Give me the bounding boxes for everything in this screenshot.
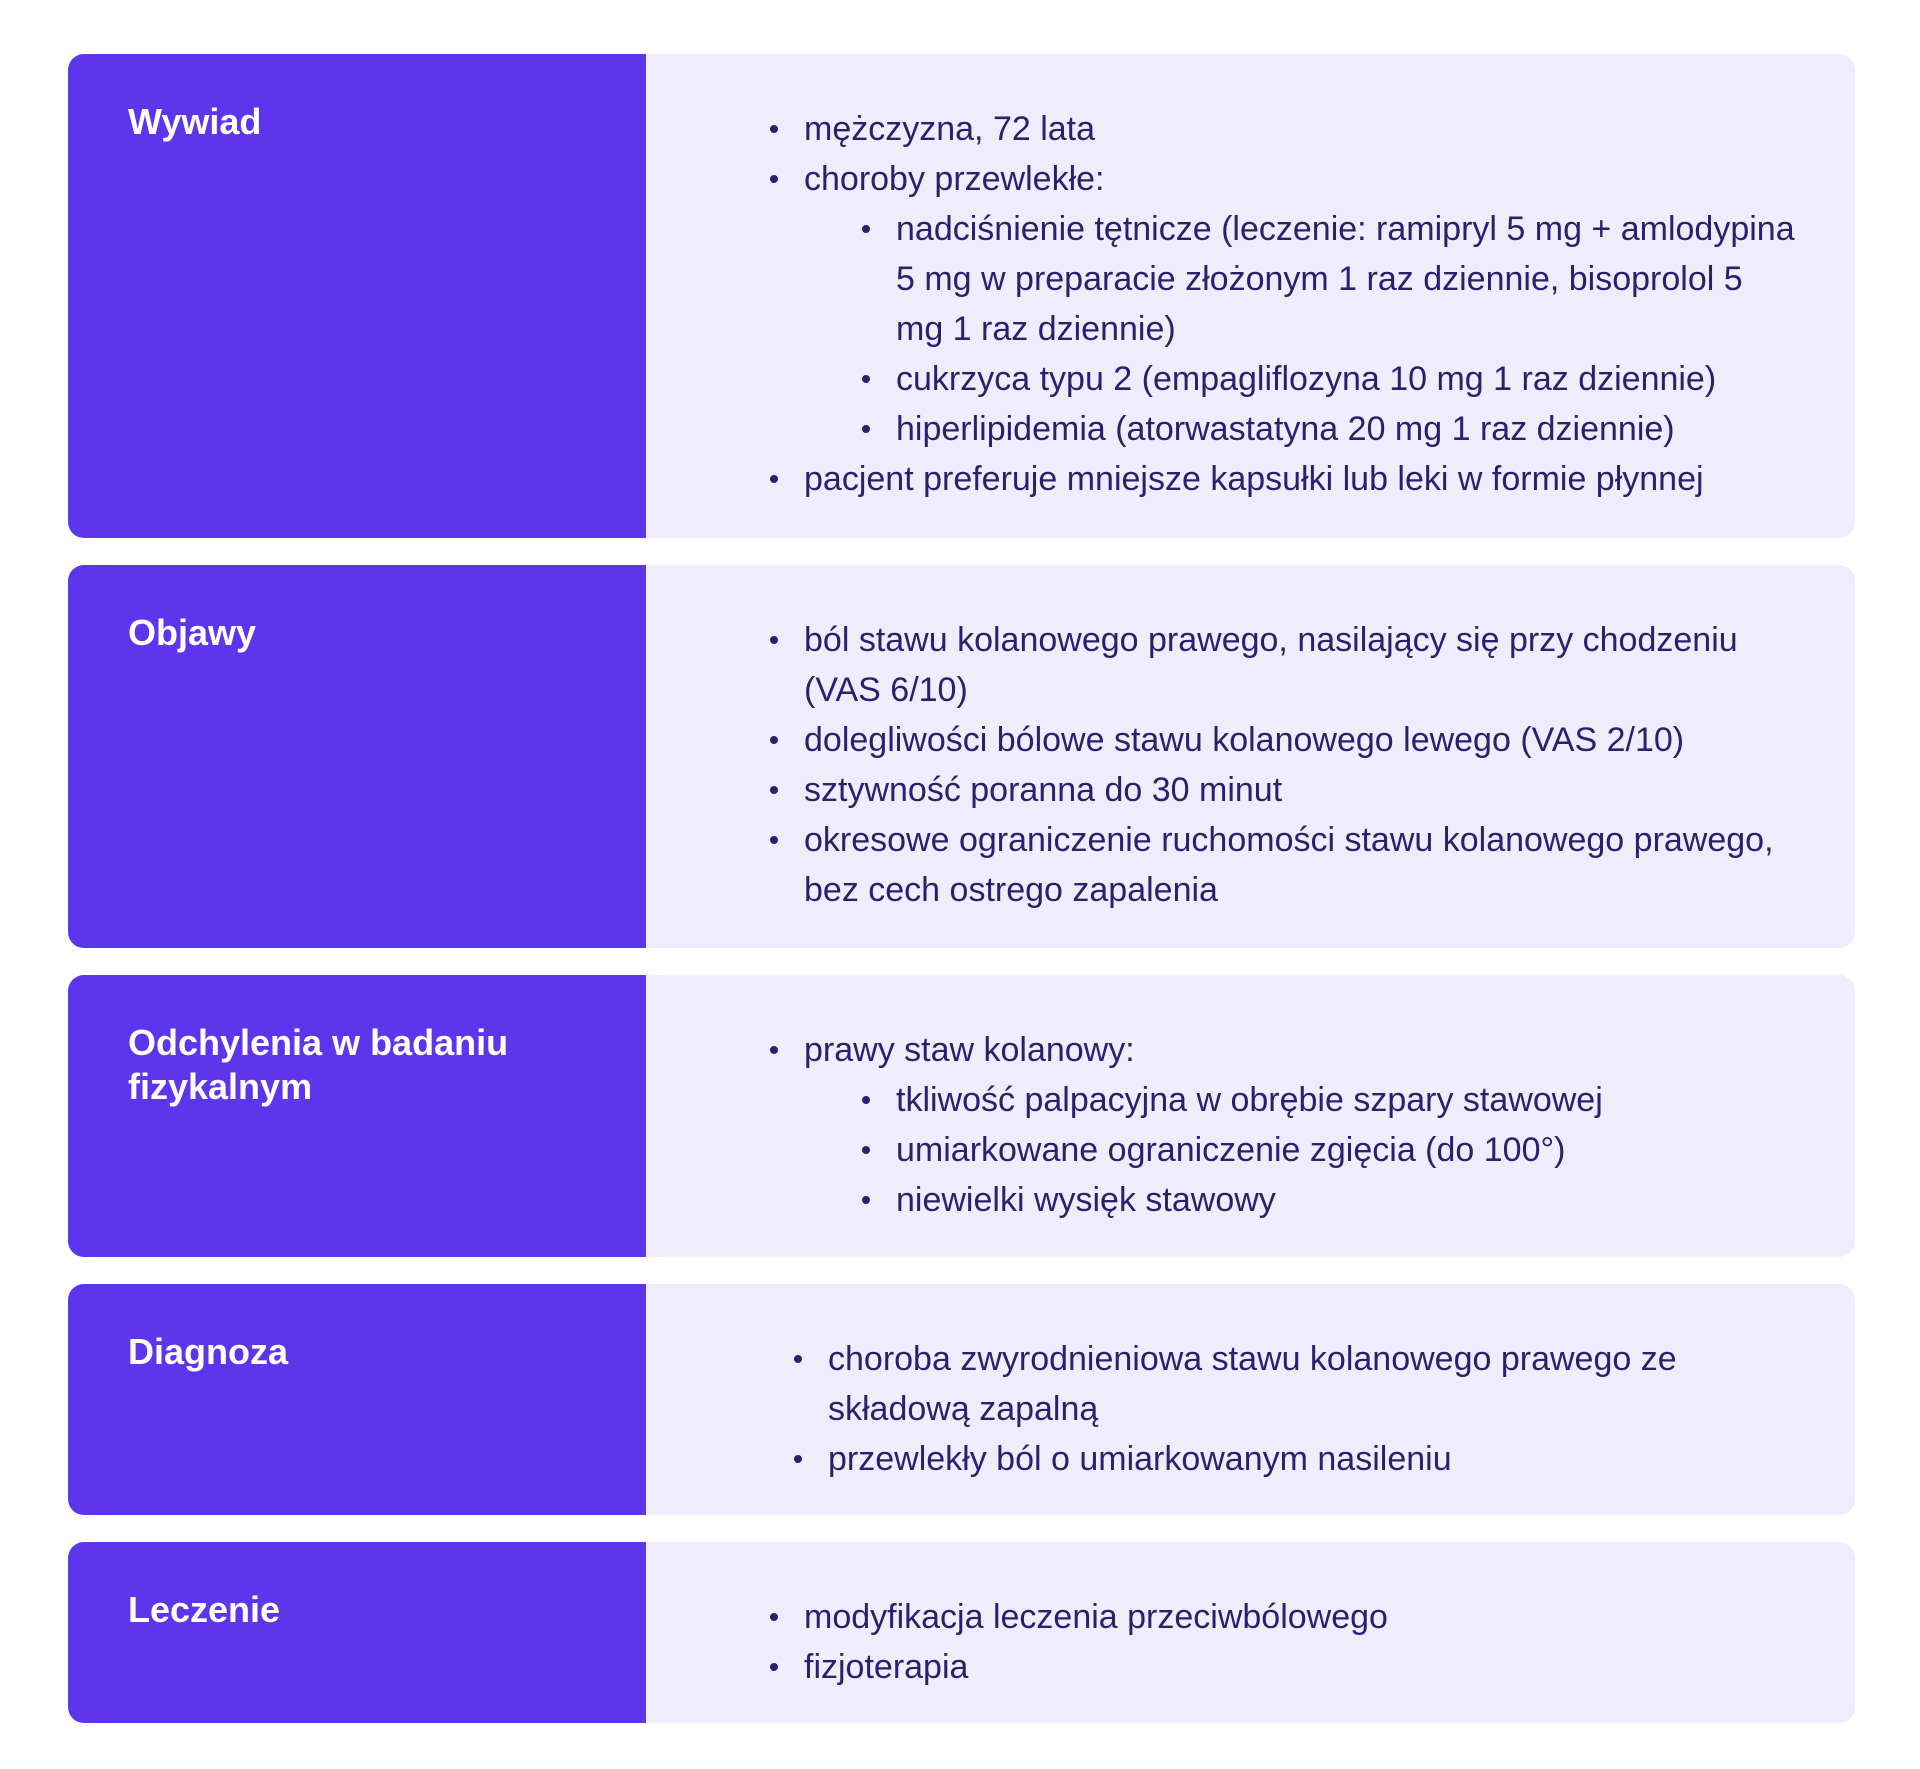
sub-list-item: nadciśnienie tętnicze (leczenie: ramipryl 5 mg + amlodypina 5 mg w preparacie złożonym 1 raz dziennie, bisoprolol 5 mg 1 raz dziennie) bbox=[860, 204, 1795, 354]
bullet-list bbox=[768, 1025, 1795, 1225]
section-card-symptoms bbox=[68, 565, 1855, 948]
bullet-list bbox=[768, 1592, 1795, 1692]
section-label: Diagnoza bbox=[68, 1284, 646, 1515]
bullet-list bbox=[768, 615, 1795, 915]
section-content bbox=[646, 975, 1855, 1257]
sub-bullet-list bbox=[860, 204, 1795, 454]
list-item: dolegliwości bólowe stawu kolanowego lewego (VAS 2/10) bbox=[768, 715, 1795, 765]
section-content bbox=[646, 565, 1855, 948]
section-content bbox=[646, 1542, 1855, 1723]
list-item: okresowe ograniczenie ruchomości stawu kolanowego prawego, bez cech ostrego zapalenia bbox=[768, 815, 1795, 915]
section-label: Odchylenia w badaniu fizykalnym bbox=[68, 975, 646, 1257]
list-item: ból stawu kolanowego prawego, nasilający się przy chodzeniu (VAS 6/10) bbox=[768, 615, 1795, 715]
sub-list-item: cukrzyca typu 2 (empagliflozyna 10 mg 1 raz dziennie) bbox=[860, 354, 1795, 404]
section-label: Leczenie bbox=[68, 1542, 646, 1723]
sub-list-item: umiarkowane ograniczenie zgięcia (do 100°) bbox=[860, 1125, 1795, 1175]
list-item bbox=[768, 154, 1795, 454]
section-card-history bbox=[68, 54, 1855, 538]
section-content bbox=[646, 1284, 1855, 1515]
section-card-physical-exam bbox=[68, 975, 1855, 1257]
section-card-treatment bbox=[68, 1542, 1855, 1723]
sub-list-item: niewielki wysięk stawowy bbox=[860, 1175, 1795, 1225]
list-item: pacjent preferuje mniejsze kapsułki lub leki w formie płynnej bbox=[768, 454, 1795, 504]
section-card-diagnosis bbox=[68, 1284, 1855, 1515]
list-item: przewlekły ból o umiarkowanym nasileniu bbox=[792, 1434, 1795, 1484]
list-item: modyfikacja leczenia przeciwbólowego bbox=[768, 1592, 1795, 1642]
list-item-text: prawy staw kolanowy: bbox=[804, 1031, 1135, 1069]
list-item: choroba zwyrodnieniowa stawu kolanowego prawego ze składową zapalną bbox=[792, 1334, 1795, 1434]
bullet-list bbox=[768, 104, 1795, 504]
list-item-text: choroby przewlekłe: bbox=[804, 160, 1105, 198]
section-content bbox=[646, 54, 1855, 538]
list-item bbox=[768, 1025, 1795, 1225]
sub-list-item: hiperlipidemia (atorwastatyna 20 mg 1 raz dziennie) bbox=[860, 404, 1795, 454]
bullet-list bbox=[792, 1334, 1795, 1484]
list-item: sztywność poranna do 30 minut bbox=[768, 765, 1795, 815]
sub-list-item: tkliwość palpacyjna w obrębie szpary stawowej bbox=[860, 1075, 1795, 1125]
list-item: mężczyzna, 72 lata bbox=[768, 104, 1795, 154]
list-item: fizjoterapia bbox=[768, 1642, 1795, 1692]
sub-bullet-list bbox=[860, 1075, 1795, 1225]
section-label: Objawy bbox=[68, 565, 646, 948]
section-label: Wywiad bbox=[68, 54, 646, 538]
